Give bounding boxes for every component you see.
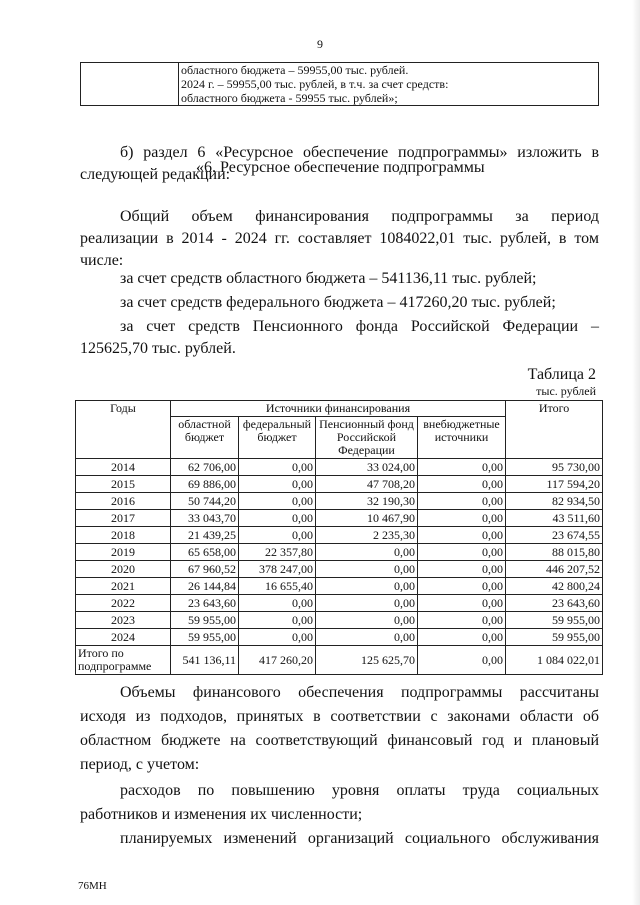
cell-pension: 2 235,30 xyxy=(316,527,418,544)
cell-pension: 0,00 xyxy=(316,595,418,612)
header-regional: областной бюджет xyxy=(171,417,239,459)
cell-regional: 50 744,20 xyxy=(171,493,239,510)
cell-total: 42 800,24 xyxy=(506,578,603,595)
cell-year: 2019 xyxy=(76,544,171,561)
cell-offbudget: 0,00 xyxy=(418,459,506,476)
total-line2: реализации в 2014 - 2024 гг. составляет 1084022,01 тыс. рублей, в том xyxy=(80,230,599,247)
cell-total: 82 934,50 xyxy=(506,493,603,510)
cell-year: 2024 xyxy=(76,629,171,646)
cell-pension: 32 190,30 xyxy=(316,493,418,510)
cell-federal: 0,00 xyxy=(239,510,316,527)
carryover-line: областного бюджета – 59955,00 тыс. рублей. xyxy=(181,63,409,77)
cell-federal: 0,00 xyxy=(239,527,316,544)
cell-federal: 16 655,40 xyxy=(239,578,316,595)
cell-pension: 47 708,20 xyxy=(316,476,418,493)
page-number: 9 xyxy=(317,37,323,51)
cell-federal: 22 357,80 xyxy=(239,544,316,561)
after-line1: Объемы финансового обеспечения подпрограммы рассчитаны xyxy=(120,684,599,701)
total-line3: числе: xyxy=(80,252,124,269)
carryover-table xyxy=(80,62,599,106)
carryover-right-cell xyxy=(179,63,599,106)
carryover-left-cell xyxy=(81,63,179,106)
table-row xyxy=(76,459,603,476)
cell-pension: 125 625,70 xyxy=(316,646,418,675)
table-caption: Таблица 2 xyxy=(527,366,596,383)
source-pension-line1: за счет средств Пенсионного фонда Российской Федерации – xyxy=(120,318,599,335)
cell-pension: 0,00 xyxy=(316,629,418,646)
table-row xyxy=(76,510,603,527)
header-federal: федеральный бюджет xyxy=(239,417,316,459)
table-row xyxy=(76,612,603,629)
cell-offbudget: 0,00 xyxy=(418,646,506,675)
cell-total: 1 084 022,01 xyxy=(506,646,603,675)
cell-federal: 0,00 xyxy=(239,612,316,629)
cell-regional: 26 144,84 xyxy=(171,578,239,595)
cell-regional: 59 955,00 xyxy=(171,629,239,646)
cell-pension: 0,00 xyxy=(316,561,418,578)
cell-year: 2021 xyxy=(76,578,171,595)
cell-pension: 33 024,00 xyxy=(316,459,418,476)
para-b-line2: следующей редакции: xyxy=(80,166,231,183)
cell-total: 43 511,60 xyxy=(506,510,603,527)
table-row xyxy=(76,493,603,510)
cell-total: 23 674,55 xyxy=(506,527,603,544)
cell-offbudget: 0,00 xyxy=(418,476,506,493)
cell-year: 2014 xyxy=(76,459,171,476)
cell-total: 23 643,60 xyxy=(506,595,603,612)
cell-year: 2015 xyxy=(76,476,171,493)
table-total-row xyxy=(76,646,603,675)
header-sources: Источники финансирования xyxy=(171,401,506,417)
cell-federal: 0,00 xyxy=(239,476,316,493)
table-units: тыс. рублей xyxy=(536,384,596,398)
cell-regional: 62 706,00 xyxy=(171,459,239,476)
table-row xyxy=(76,629,603,646)
item1-line1: расходов по повышению уровня оплаты труда социальных xyxy=(120,782,599,799)
carryover-line: областного бюджета - 59955 тыс. рублей»; xyxy=(181,91,398,105)
header-total: Итого xyxy=(506,401,603,459)
item2-line1: планируемых изменений организаций социального обслуживания xyxy=(120,830,599,847)
cell-offbudget: 0,00 xyxy=(418,612,506,629)
cell-regional: 21 439,25 xyxy=(171,527,239,544)
cell-pension: 0,00 xyxy=(316,544,418,561)
after-line3: областном бюджете на соответствующий финансовый год и плановый xyxy=(80,732,599,749)
table-row xyxy=(76,544,603,561)
cell-year: 2018 xyxy=(76,527,171,544)
cell-total: 446 207,52 xyxy=(506,561,603,578)
after-line4: период, с учетом: xyxy=(80,756,200,773)
cell-total: 95 730,00 xyxy=(506,459,603,476)
cell-federal: 0,00 xyxy=(239,459,316,476)
financing-table xyxy=(75,400,603,675)
cell-regional: 23 643,60 xyxy=(171,595,239,612)
cell-year: 2017 xyxy=(76,510,171,527)
table-header-row xyxy=(76,401,603,417)
header-pension: Пенсионный фонд Российской Федерации xyxy=(316,417,418,459)
table-row xyxy=(76,527,603,544)
cell-regional: 69 886,00 xyxy=(171,476,239,493)
cell-regional: 33 043,70 xyxy=(171,510,239,527)
cell-federal: 0,00 xyxy=(239,595,316,612)
footer-code: 76МН xyxy=(78,880,107,892)
cell-total: 59 955,00 xyxy=(506,612,603,629)
source-pension-line2: 125625,70 тыс. рублей. xyxy=(80,340,236,357)
cell-year: 2020 xyxy=(76,561,171,578)
para-b-line1: б) раздел 6 «Ресурсное обеспечение подпрограммы» изложить в xyxy=(120,144,599,161)
table-row xyxy=(76,595,603,612)
cell-offbudget: 0,00 xyxy=(418,629,506,646)
after-line2: исходя из подходов, принятых в соответствии с законами области об xyxy=(80,708,599,725)
cell-federal: 0,00 xyxy=(239,629,316,646)
cell-offbudget: 0,00 xyxy=(418,595,506,612)
header-years: Годы xyxy=(76,401,171,459)
cell-total: 88 015,80 xyxy=(506,544,603,561)
cell-regional: 541 136,11 xyxy=(171,646,239,675)
cell-offbudget: 0,00 xyxy=(418,561,506,578)
table-row xyxy=(76,578,603,595)
cell-total-label: Итого по подпрограмме xyxy=(76,646,171,675)
table-row xyxy=(76,561,603,578)
source-federal: за счет средств федерального бюджета – 417260,20 тыс. рублей; xyxy=(120,294,556,311)
total-line1: Общий объем финансирования подпрограммы за период xyxy=(120,208,599,225)
cell-total: 59 955,00 xyxy=(506,629,603,646)
item1-line2: работников и изменения их численности; xyxy=(80,806,363,823)
cell-year: 2016 xyxy=(76,493,171,510)
cell-federal: 378 247,00 xyxy=(239,561,316,578)
cell-pension: 0,00 xyxy=(316,578,418,595)
header-offbudget: внебюджетные источники xyxy=(418,417,506,459)
cell-offbudget: 0,00 xyxy=(418,510,506,527)
section-heading: «6. Ресурсное обеспечение подпрограммы xyxy=(196,159,485,176)
cell-regional: 59 955,00 xyxy=(171,612,239,629)
cell-federal: 0,00 xyxy=(239,493,316,510)
cell-pension: 0,00 xyxy=(316,612,418,629)
cell-regional: 65 658,00 xyxy=(171,544,239,561)
cell-offbudget: 0,00 xyxy=(418,544,506,561)
cell-offbudget: 0,00 xyxy=(418,527,506,544)
cell-year: 2022 xyxy=(76,595,171,612)
cell-total: 117 594,20 xyxy=(506,476,603,493)
cell-pension: 10 467,90 xyxy=(316,510,418,527)
cell-federal: 417 260,20 xyxy=(239,646,316,675)
cell-regional: 67 960,52 xyxy=(171,561,239,578)
table-row xyxy=(76,476,603,493)
cell-year: 2023 xyxy=(76,612,171,629)
cell-offbudget: 0,00 xyxy=(418,578,506,595)
scan-edge-shadow xyxy=(632,0,640,905)
carryover-line: 2024 г. – 59955,00 тыс. рублей, в т.ч. за счет средств: xyxy=(181,77,449,91)
source-regional: за счет средств областного бюджета – 541136,11 тыс. рублей; xyxy=(120,270,537,287)
cell-offbudget: 0,00 xyxy=(418,493,506,510)
